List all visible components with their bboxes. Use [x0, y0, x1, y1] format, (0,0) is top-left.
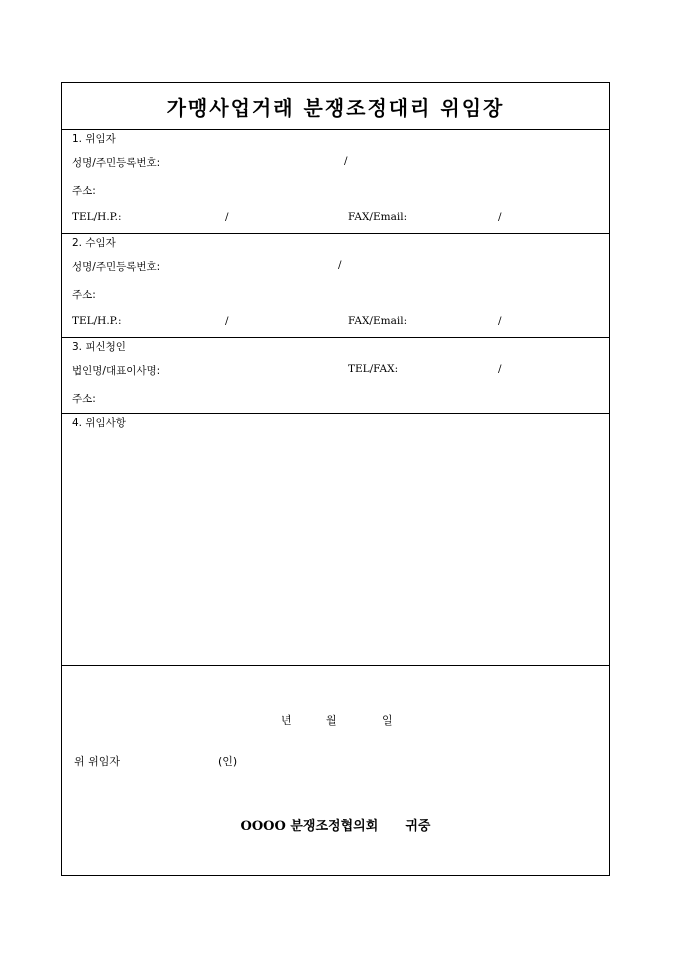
recipient-name: OOOO 분쟁조정협의회: [240, 819, 379, 834]
delegator-signature-label: 위 위임자: [74, 755, 121, 768]
separator-slash: /: [498, 363, 502, 375]
section-delegate: [62, 233, 609, 338]
day-label: 일: [382, 714, 393, 727]
document-title: 가맹사업거래 분쟁조정대리 위임장: [62, 83, 609, 130]
tel-label: TEL/H.P.:: [72, 211, 122, 223]
section-heading: 1. 위임자: [72, 133, 116, 145]
section-respondent: [62, 337, 609, 414]
power-of-attorney-form: [61, 82, 610, 876]
section-heading: 3. 피신청인: [72, 341, 126, 353]
separator-slash: /: [498, 211, 502, 223]
name-id-label: 성명/주민등록번호:: [72, 261, 161, 273]
company-ceo-label: 법인명/대표이사명:: [72, 365, 161, 377]
section-delegated-matters: [62, 413, 609, 666]
year-label: 년: [281, 714, 292, 727]
seal-mark: (인): [218, 755, 238, 768]
address-label: 주소:: [72, 289, 96, 301]
section-delegator: [62, 129, 609, 234]
name-id-label: 성명/주민등록번호:: [72, 157, 161, 169]
section-heading: 4. 위임사항: [72, 417, 126, 429]
separator-slash: /: [498, 315, 502, 327]
separator-slash: /: [225, 315, 229, 327]
tel-label: TEL/H.P.:: [72, 315, 122, 327]
recipient-line: [62, 815, 609, 834]
separator-slash: /: [344, 155, 348, 167]
separator-slash: /: [338, 259, 342, 271]
section-heading: 2. 수임자: [72, 237, 116, 249]
tel-fax-label: TEL/FAX:: [348, 363, 399, 375]
address-label: 주소:: [72, 185, 96, 197]
separator-slash: /: [225, 211, 229, 223]
honorific: 귀중: [405, 819, 431, 834]
fax-email-label: FAX/Email:: [348, 211, 408, 223]
fax-email-label: FAX/Email:: [348, 315, 408, 327]
address-label: 주소:: [72, 393, 96, 405]
month-label: 월: [326, 714, 337, 727]
signature-area: [62, 665, 609, 875]
